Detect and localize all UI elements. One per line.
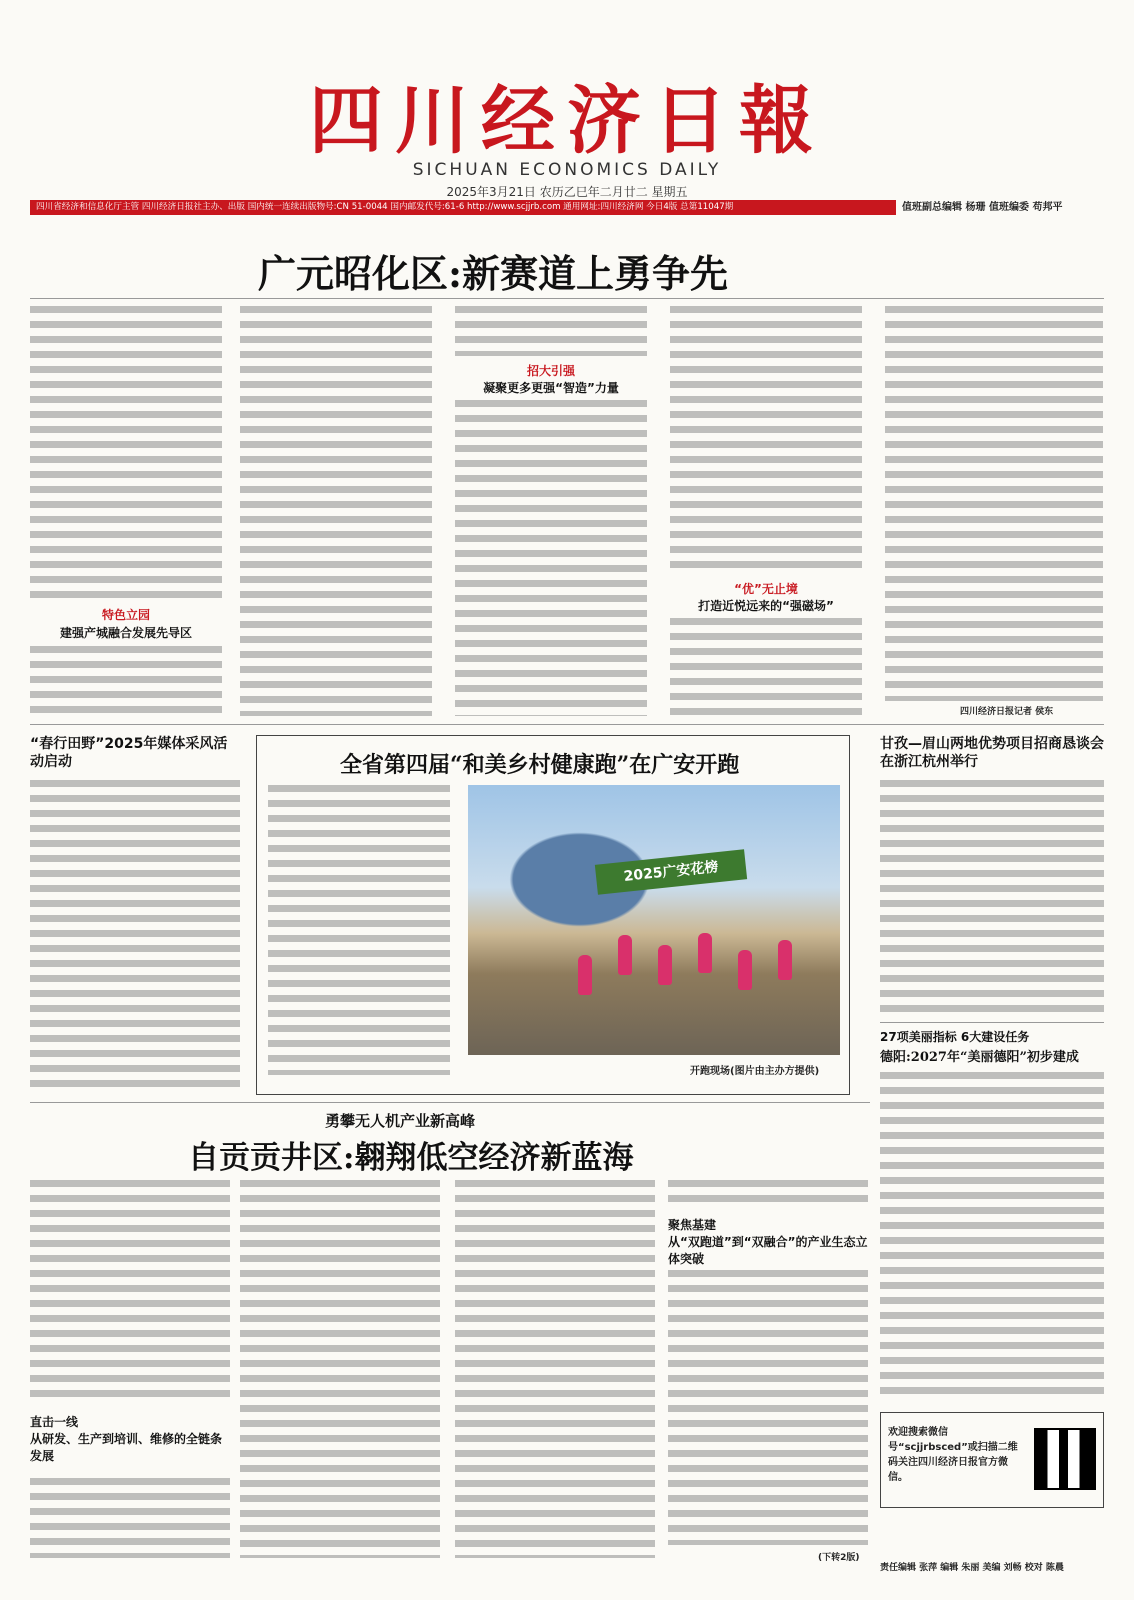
lead-subhead1-kicker: 特色立园: [101, 608, 150, 622]
feature-body: [268, 785, 450, 1075]
lead-body-col1: [30, 306, 222, 601]
issue-date: 2025年3月21日 农历乙巳年二月廿二 星期五: [446, 185, 688, 199]
duty-editors: 值班副总编辑 杨珊 值班编委 苟邦平: [902, 202, 1063, 213]
bottom-continued: (下转2版): [818, 1553, 860, 1563]
runner-figure: [658, 945, 672, 985]
bottom-subhead2-title: 从“双跑道”到“双融合”的产业生态立体突破: [668, 1235, 868, 1266]
bottom-body-col1: [30, 1180, 230, 1405]
lead-body-col1b: [30, 646, 222, 716]
lead-body-col2: [240, 306, 432, 716]
feature-headline: 全省第四届“和美乡村健康跑”在广安开跑: [340, 752, 740, 778]
right-story1-title: 甘孜—眉山两地优势项目招商恳谈会在浙江杭州举行: [880, 736, 1104, 770]
masthead-title: 四川经济日報: [309, 78, 825, 164]
lead-subhead3-kicker: “优”无止境: [734, 582, 798, 596]
bottom-subhead1: 直击一线: [30, 1415, 79, 1429]
bottom-divider: [30, 1102, 870, 1103]
runner-figure: [738, 950, 752, 990]
photo-banner-text: 2025广安花榜: [595, 849, 747, 895]
lead-subhead1-title: 建强产城融合发展先导区: [59, 626, 192, 640]
right-story1-body: [880, 780, 1104, 1015]
lead-bottom-divider: [30, 724, 1104, 725]
lead-byline: 四川经济日报记者 侯东: [960, 707, 1054, 717]
left-story-title: “春行田野”2025年媒体采风活动启动: [30, 736, 228, 770]
bottom-headline: 自贡贡井区:翱翔低空经济新蓝海: [188, 1140, 634, 1176]
lead-body-col3b: [455, 400, 647, 716]
runner-figure: [578, 955, 592, 995]
bottom-subhead2: 聚焦基建: [668, 1218, 717, 1232]
publication-info-bar: 四川省经济和信息化厅主管 四川经济日报社主办、出版 国内统一连续出版物号:CN 51-0044 国内邮发代号:61-6 http://www.scjjrb.com 通用网址:四川经济网 今日4版 总第11047期: [30, 200, 896, 215]
bottom-subhead1-title: 从研发、生产到培训、维修的全链条发展: [30, 1432, 223, 1463]
lead-subhead3-title: 打造近悦远来的“强磁场”: [698, 599, 834, 613]
lead-body-col5: [885, 306, 1103, 701]
lead-body-col3a: [455, 306, 647, 356]
lead-divider: [30, 298, 1104, 299]
runner-figure: [698, 933, 712, 973]
bottom-body-col2: [240, 1180, 440, 1558]
lead-headline: 广元昭化区:新赛道上勇争先: [258, 251, 729, 296]
bottom-body-col3: [455, 1180, 655, 1558]
right-story2-kicker: 27项美丽指标 6大建设任务: [880, 1030, 1030, 1044]
wechat-qr-code: [1034, 1428, 1096, 1490]
runner-figure: [778, 940, 792, 980]
bottom-body-col4a: [668, 1180, 868, 1210]
lead-subhead2-kicker: 招大引强: [526, 364, 575, 378]
feature-photo-caption: 开跑现场(图片由主办方提供): [690, 1066, 820, 1077]
bottom-body-col1b: [30, 1478, 230, 1558]
runner-figure: [618, 935, 632, 975]
page-footer: 责任编辑 张萍 编辑 朱丽 美编 刘畅 校对 陈晨: [880, 1563, 1064, 1573]
bottom-body-col4b: [668, 1270, 868, 1545]
wechat-promo-text: 欢迎搜索微信号“scjjrbsced”或扫描二维码关注四川经济日报官方微信。: [888, 1427, 1018, 1483]
right-story2-body: [880, 1072, 1104, 1402]
lead-subhead2-title: 凝聚更多更强“智造”力量: [483, 381, 619, 395]
lead-body-col4a: [670, 306, 862, 576]
masthead-english-title: SICHUAN ECONOMICS DAILY: [412, 160, 722, 180]
right-divider: [880, 1022, 1104, 1023]
feature-photo: [468, 785, 840, 1055]
left-story-body: [30, 780, 240, 1090]
right-story2-title: 德阳:2027年“美丽德阳”初步建成: [880, 1050, 1079, 1065]
lead-body-col4b: [670, 618, 862, 716]
bottom-kicker: 勇攀无人机产业新高峰: [324, 1112, 475, 1130]
